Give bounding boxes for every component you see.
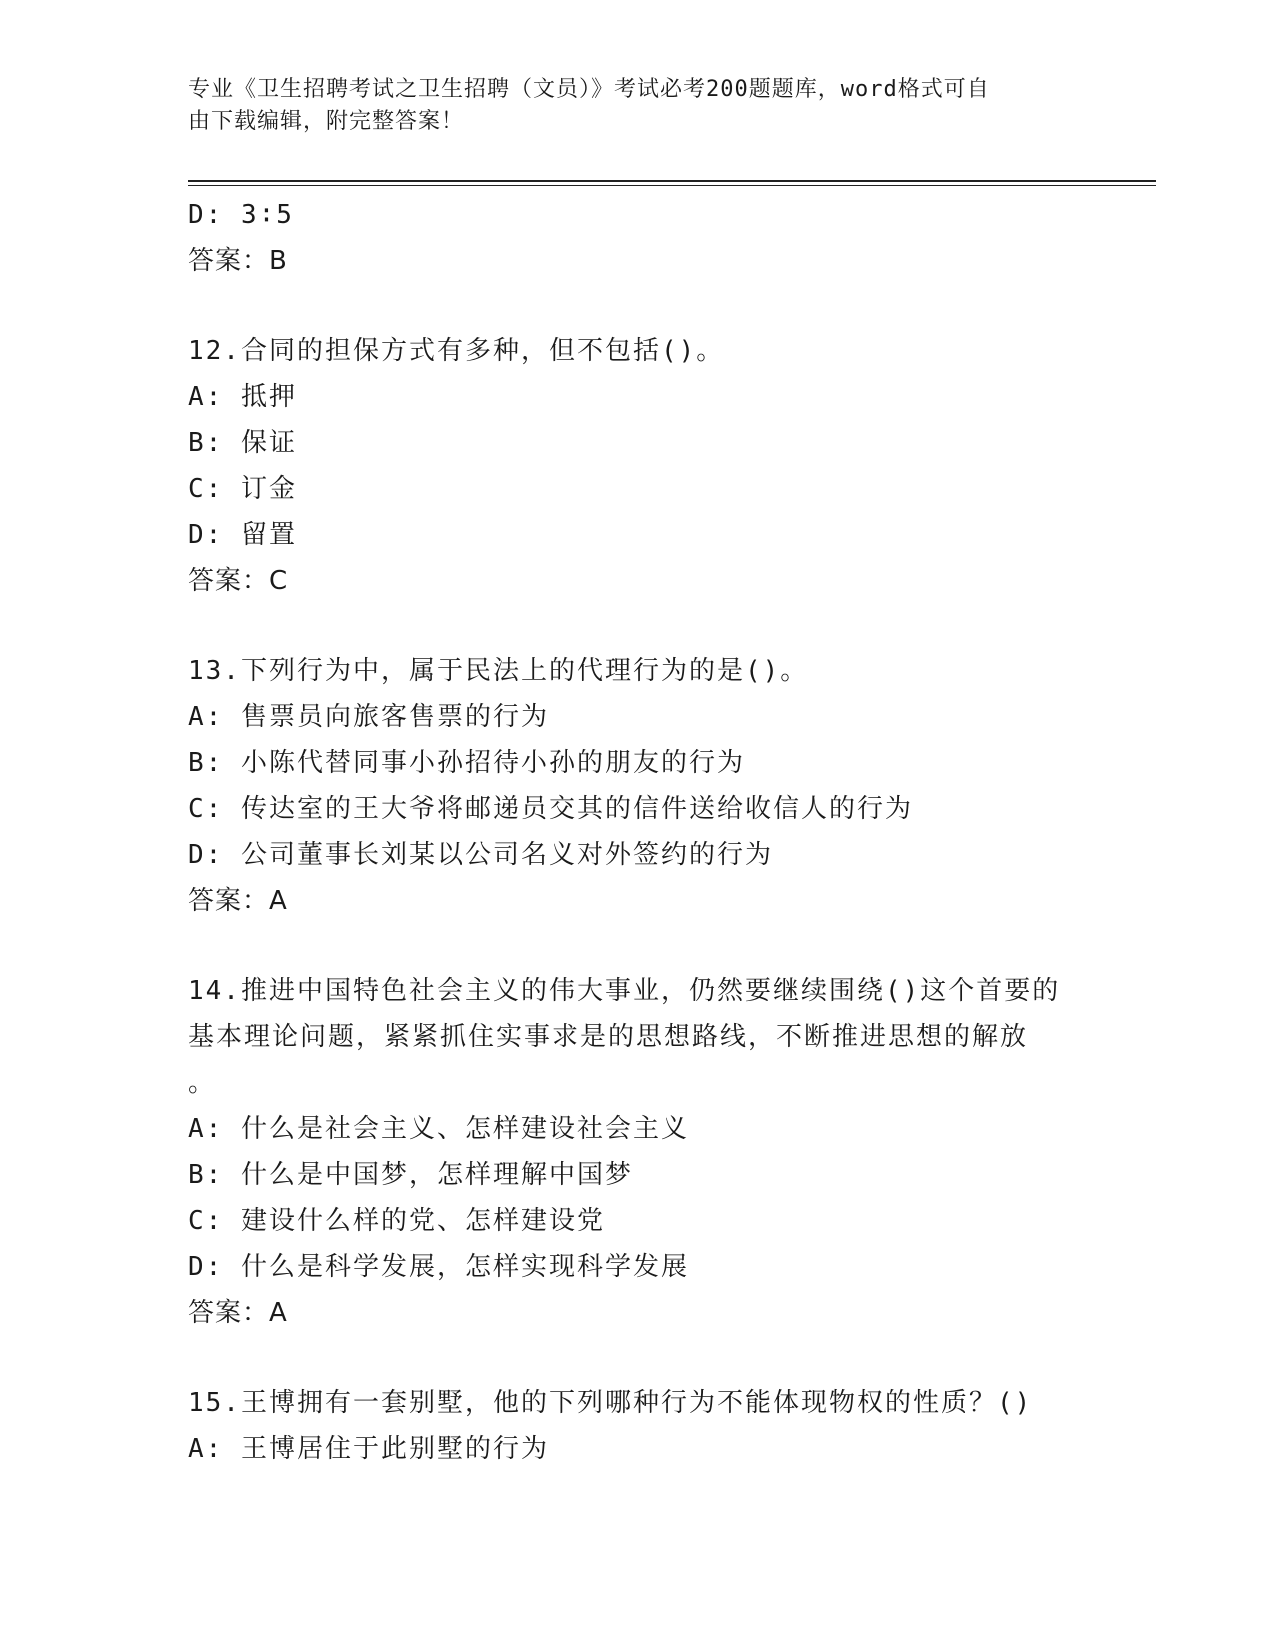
option-d: D: 3∶5: [188, 200, 294, 230]
option-d: D: 公司董事长刘某以公司名义对外签约的行为: [188, 840, 773, 870]
document-header: [188, 74, 1068, 138]
option-a: A: 王博居住于此别墅的行为: [188, 1434, 549, 1464]
answer-label: 答案：C: [188, 566, 289, 596]
question-stem-line-1: 14.推进中国特色社会主义的伟大事业，仍然要继续围绕()这个首要的: [188, 976, 1061, 1006]
option-c: C: 建设什么样的党、怎样建设党: [188, 1206, 605, 1236]
question-stem: 13.下列行为中，属于民法上的代理行为的是()。: [188, 656, 809, 686]
option-d: D: 留置: [188, 520, 297, 550]
option-d: D: 什么是科学发展，怎样实现科学发展: [188, 1252, 689, 1282]
question-stem: 12.合同的担保方式有多种，但不包括()。: [188, 336, 725, 366]
option-a: A: 售票员向旅客售票的行为: [188, 702, 549, 732]
question-11-tail: [188, 192, 1088, 284]
question-15: [188, 1380, 1088, 1472]
question-stem-line-3: 。: [188, 1068, 217, 1098]
option-c: C: 传达室的王大爷将邮递员交其的信件送给收信人的行为: [188, 794, 913, 824]
header-line-2: 由下载编辑，附完整答案！: [188, 109, 465, 134]
answer-label: 答案：A: [188, 886, 288, 916]
answer-label: 答案：B: [188, 246, 288, 276]
header-rule-thin: [188, 185, 1156, 186]
question-14: [188, 968, 1088, 1336]
option-b: B: 什么是中国梦，怎样理解中国梦: [188, 1160, 633, 1190]
answer-label: 答案：A: [188, 1298, 288, 1328]
question-stem: 15.王博拥有一套别墅，他的下列哪种行为不能体现物权的性质？(): [188, 1388, 1033, 1418]
option-b: B: 保证: [188, 428, 297, 458]
question-stem-line-2: 基本理论问题，紧紧抓住实事求是的思想路线，不断推进思想的解放: [188, 1022, 1029, 1052]
option-c: C: 订金: [188, 474, 297, 504]
header-line-1: 专业《卫生招聘考试之卫生招聘（文员）》考试必考200题题库，word格式可自: [188, 77, 990, 102]
option-a: A: 什么是社会主义、怎样建设社会主义: [188, 1114, 689, 1144]
option-a: A: 抵押: [188, 382, 297, 412]
option-b: B: 小陈代替同事小孙招待小孙的朋友的行为: [188, 748, 745, 778]
question-list: [188, 192, 1088, 1472]
question-12: [188, 328, 1088, 604]
header-rule-thick: [188, 180, 1156, 182]
question-13: [188, 648, 1088, 924]
